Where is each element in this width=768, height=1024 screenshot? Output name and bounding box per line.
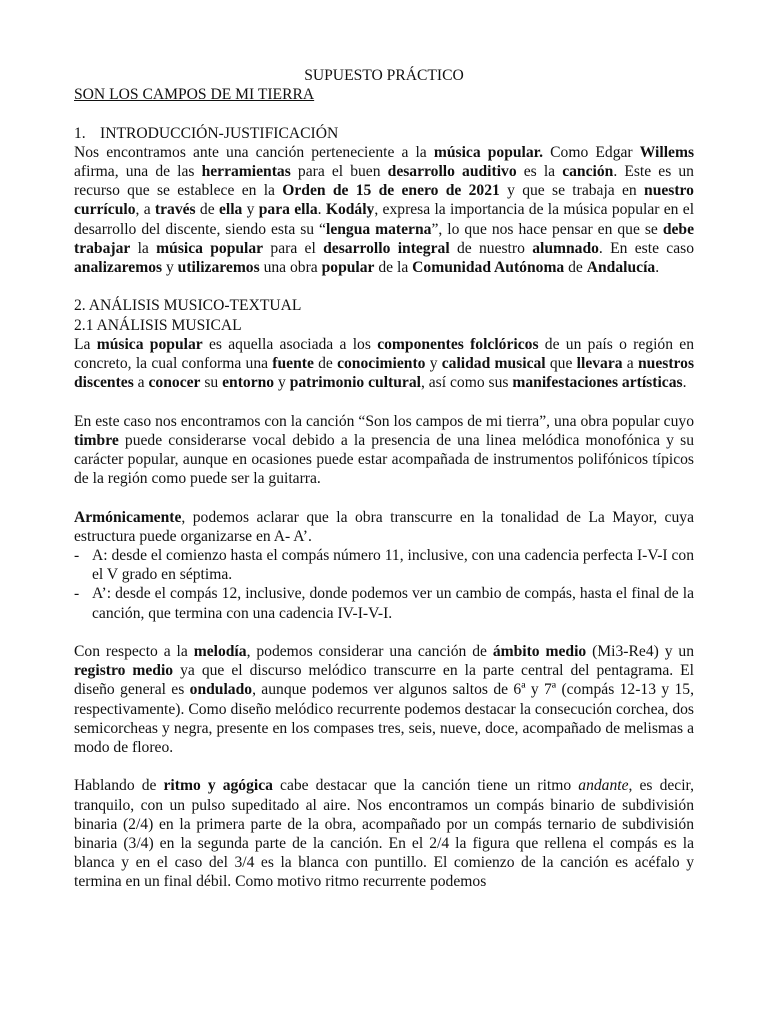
- paragraph-popular-music: La música popular es aquella asociada a los componentes folclóricos de un país o región en concreto, la cual conforma una fuente de conocimiento y calidad musical que llevara a nuestros discentes a conocer su entorno y patrimonio cultural, así como sus manifestaciones artísticas.: [74, 335, 695, 392]
- subsection-heading-musical: 2.1 ANÁLISIS MUSICAL: [74, 316, 242, 334]
- list-dash: -: [74, 547, 80, 565]
- list-dash: -: [74, 585, 80, 603]
- paragraph-timbre: En este caso nos encontramos con la canción “Son los campos de mi tierra”, una obra popular cuyo timbre puede considerarse vocal debido a la presencia de una linea melódica monofónica y su carácter popular, aunque en ocasiones puede estar acompañada de instrumentos polifónicos típicos de la región como puede ser la guitarra.: [74, 412, 694, 488]
- section-heading-analysis: 2. ANÁLISIS MUSICO-TEXTUAL: [74, 297, 302, 315]
- document-subtitle: SON LOS CAMPOS DE MI TIERRA: [74, 86, 315, 104]
- paragraph-harmony: Armónicamente, podemos aclarar que la obra transcurre en la tonalidad de La Mayor, cuya estructura puede organizarse en A- A’.: [74, 508, 694, 545]
- document-title: SUPUESTO PRÁCTICO: [304, 67, 464, 84]
- list-item: - A’: desde el compás 12, inclusive, donde podemos ver un cambio de compás, hasta el final de la canción, que termina con una cadencia IV-I-V-I.: [74, 585, 694, 622]
- paragraph-melody: Con respecto a la melodía, podemos considerar una canción de ámbito medio (Mi3-Re4) y un registro medio ya que el discurso melódico transcurre en la parte central del pentagrama. El diseño general es ondulado, aunque podemos ver algunos saltos de 6ª y 7ª (compás 12-13 y 15, respectivamente). Como diseño melódico recurrente podemos destacar la consecución corchea, dos semicorcheas y negra, presente en los compases tres, seis, nueve, doce, acompañado de melismas a modo de floreo.: [74, 643, 694, 757]
- list-item: - A: desde el comienzo hasta el compás número 11, inclusive, con una cadencia perfecta I-V-I con el V grado en séptima.: [74, 547, 694, 584]
- paragraph-rhythm: Hablando de ritmo y agógica cabe destacar que la canción tiene un ritmo andante, es decir, tranquilo, con un pulso supeditado al aire. Nos encontramos un compás binario de subdivisión binaria (2/4) en la primera parte de la obra, acompañado por un compás ternario de subdivisión binaria (3/4) en la segunda parte de la canción. En el 2/4 la figura que rellena el compás es la blanca y en el caso del 3/4 es la blanca con puntillo. El comienzo de la canción es acéfalo y termina en un final débil. Como motivo ritmo recurrente podemos: [74, 777, 695, 891]
- section-heading-intro: 1. INTRODUCCIÓN-JUSTIFICACIÓN: [74, 124, 339, 142]
- paragraph-intro: Nos encontramos ante una canción perteneciente a la música popular. Como Edgar Willems afirma, una de las herramientas para el buen desarrollo auditivo es la canción. Este es un recurso que se establece en la Orden de 15 de enero de 2021 y que se trabaja en nuestro currículo, a través de ella y para ella. Kodály, expresa la importancia de la música popular en el desarrollo del discente, siendo esta su “lengua materna”, lo que nos hace pensar en que se debe trabajar la música popular para el desarrollo integral de nuestro alumnado. En este caso analizaremos y utilizaremos una obra popular de la Comunidad Autónoma de Andalucía.: [74, 143, 695, 277]
